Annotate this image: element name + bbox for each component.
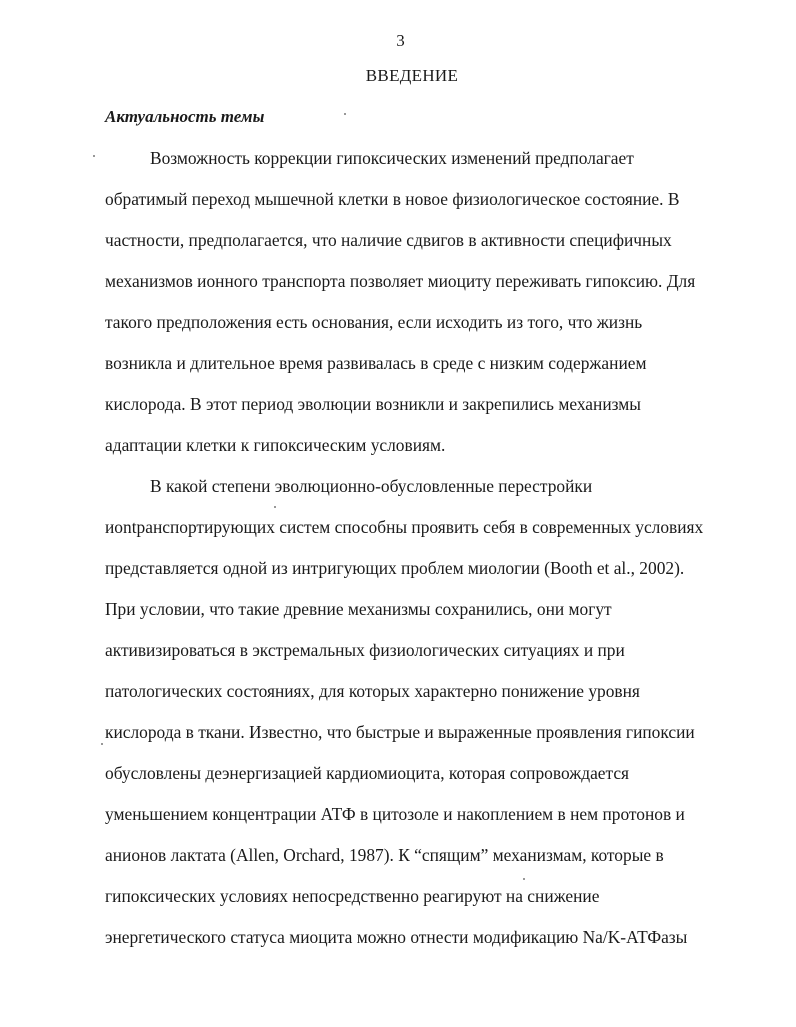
scan-speck (344, 113, 346, 115)
scan-speck (93, 155, 95, 157)
paragraph-1-line: такого предположения есть основания, если исходить из того, что жизнь (105, 312, 643, 332)
paragraph-1-line: Возможность коррекции гипоксических изменений предполагает (150, 148, 634, 168)
scan-speck (101, 743, 103, 745)
paragraph-2-line: анионов лактата (Allen, Orchard, 1987). К “спящим” механизмам, которые в (105, 845, 664, 865)
paragraph-1-line: кислорода. В этот период эволюции возникли и закрепились механизмы (105, 394, 641, 414)
paragraph-2-line: уменьшением концентрации АТФ в цитозоле и накоплением в нем протонов и (105, 804, 685, 824)
scan-speck (274, 506, 276, 508)
paragraph-2-line: обусловлены деэнергизацией кардиомиоцита, которая сопровождается (105, 763, 630, 783)
paragraph-2-line: энергетического статуса миоцита можно отнести модификацию Na/K-АТФазы (105, 927, 688, 947)
paragraph-2-line: иontранспортирующих систем способны проявить себя в современных условиях (105, 517, 704, 537)
paragraph-1-line: частности, предполагается, что наличие сдвигов в активности специфичных (105, 230, 672, 250)
page-number: 3 (396, 31, 405, 50)
scan-speck (523, 878, 525, 880)
paragraph-2-line: В какой степени эволюционно-обусловленные перестройки (150, 476, 593, 496)
paragraph-2-line: представляется одной из интригующих проблем миологии (Booth et al., 2002). (105, 558, 685, 578)
paragraph-2-line: гипоксических условиях непосредственно реагируют на снижение (105, 886, 600, 906)
paragraph-1-line: обратимый переход мышечной клетки в новое физиологическое состояние. В (105, 189, 680, 209)
paragraph-2-line: При условии, что такие древние механизмы сохранились, они могут (105, 599, 612, 619)
paragraph-2-line: патологических состояниях, для которых характерно понижение уровня (105, 681, 640, 701)
paragraph-2-line: активизироваться в экстремальных физиологических ситуациях и при (105, 640, 625, 660)
paragraph-1-line: возникла и длительное время развивалась в среде с низким содержанием (105, 353, 647, 373)
paragraph-1-line: адаптации клетки к гипоксическим условиям. (105, 435, 446, 455)
section-heading: ВВЕДЕНИЕ (365, 66, 459, 85)
paragraph-2-line: кислорода в ткани. Известно, что быстрые и выраженные проявления гипоксии (105, 722, 695, 742)
paragraph-1-line: механизмов ионного транспорта позволяет миоциту переживать гипоксию. Для (105, 271, 696, 291)
subsection-heading: Актуальность темы (105, 107, 265, 126)
